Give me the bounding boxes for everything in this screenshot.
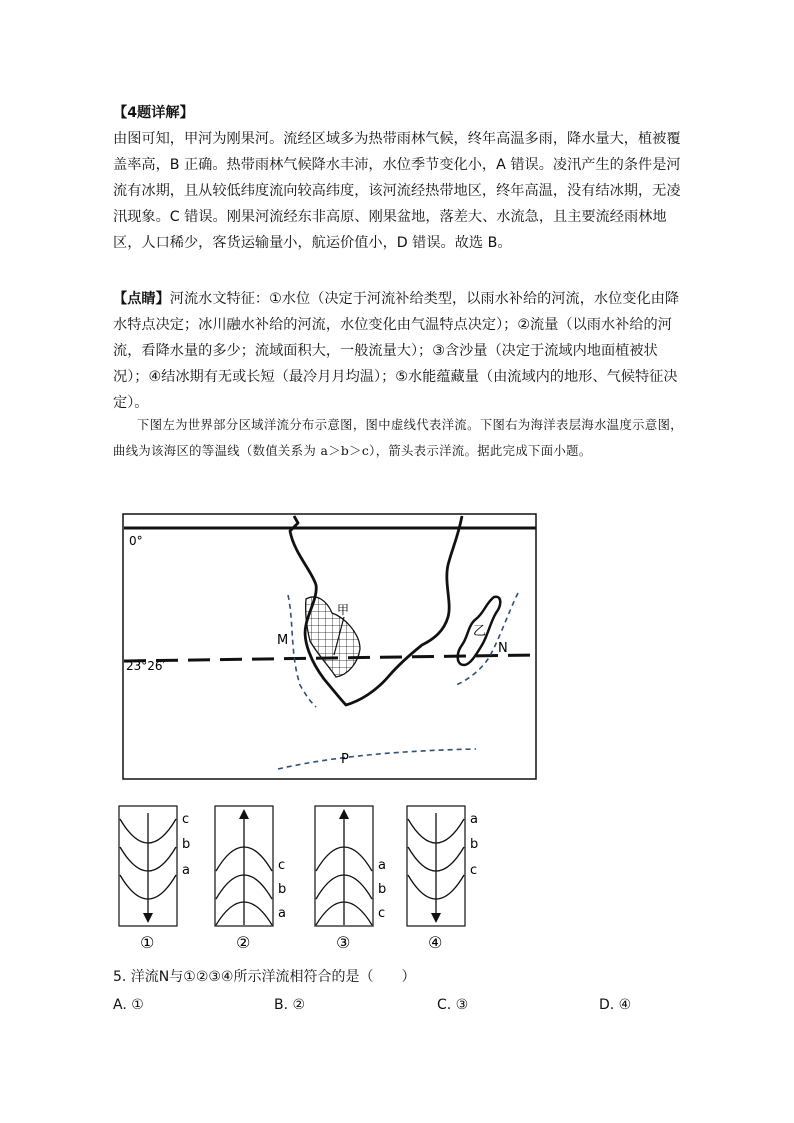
panel-2-label-1: c [278, 858, 286, 873]
tropic-label: 23°26′ [126, 659, 166, 673]
label-p: P [341, 752, 349, 767]
intro-text: 下图左为世界部分区域洋流分布示意图，图中虚线代表洋流。下图右为海洋表层海水温度示意图，曲线为该海区的等温线（数值关系为 a＞b＞c），箭头表示洋流。据此完成下面小题。 [113, 418, 683, 458]
tip-heading: 【点睛】 [113, 291, 170, 307]
label-m: M [277, 633, 289, 648]
panel-1-label-3: a [182, 863, 190, 878]
q4-body: 由图可知，甲河为刚果河。流经区域多为热带雨林气候，终年高温多雨，降水量大，植被覆盖率高，B 正确。热带雨林气候降水丰沛，水位季节变化小，A 错误。凌汛产生的条件是河流有冰期，且从较低纬度流向较高纬度，该河流经热带地区，终年高温，没有结冰期，无凌汛现象。C 错误。刚果河流经东非高原、刚果盆地，落差大、水流急，且主要流经雨林地区，人口稀少，客货运输量小，航运价值小，D 错误。故选 B。 [113, 131, 681, 251]
panel-1-numeral: ① [140, 933, 155, 952]
tip-paragraph [113, 286, 688, 416]
label-yi: 乙 [473, 624, 487, 639]
equator-label: 0° [129, 534, 143, 548]
panel-4-label-3: c [470, 863, 478, 878]
panel-3-label-2: b [378, 882, 387, 897]
panel-3-numeral: ③ [336, 933, 351, 952]
panel-4-numeral: ④ [428, 933, 443, 952]
isotherm-panel-1 [118, 803, 198, 955]
option-b[interactable]: B. ② [274, 997, 306, 1013]
label-n: N [498, 641, 508, 656]
tip-body: 河流水文特征：①水位（决定于河流补给类型，以雨水补给的河流，水位变化由降水特点决定；冰川融水补给的河流，水位变化由气温特点决定）；②流量（以雨水补给的河流，看降水量的多少；流域面积大，一般流量大）；③含沙量（决定于流域内地面植被状况）；④结冰期有无或长短（最冷月月均温）；⑤水能蕴藏量（由流域内的地形、气候特征决定）。 [113, 291, 680, 411]
question-5-stem: 5. 洋流N与①②③④所示洋流相符合的是（ ） [113, 969, 416, 985]
panel-4-label-2: b [470, 837, 479, 852]
option-a[interactable]: A. ① [113, 997, 144, 1013]
panel-1-label-1: c [182, 812, 190, 827]
panel-4-label-1: a [470, 812, 478, 827]
q4-heading: 【4题详解】 [113, 105, 194, 121]
option-d[interactable]: D. ④ [599, 997, 632, 1013]
isotherm-panel-2 [214, 803, 294, 955]
panel-1-label-2: b [182, 837, 191, 852]
panel-2-label-2: b [278, 882, 287, 897]
panel-2-label-3: a [278, 906, 286, 921]
isotherm-panel-3 [314, 803, 394, 955]
panel-3-label-3: c [378, 906, 386, 921]
panel-3-label-1: a [378, 858, 386, 873]
q4-explanation [113, 100, 688, 256]
option-c[interactable]: C. ③ [437, 997, 469, 1013]
ocean-current-map [122, 513, 538, 781]
panel-2-numeral: ② [236, 933, 251, 952]
isotherm-panel-4 [406, 803, 486, 955]
label-jia: 甲 [337, 603, 350, 617]
